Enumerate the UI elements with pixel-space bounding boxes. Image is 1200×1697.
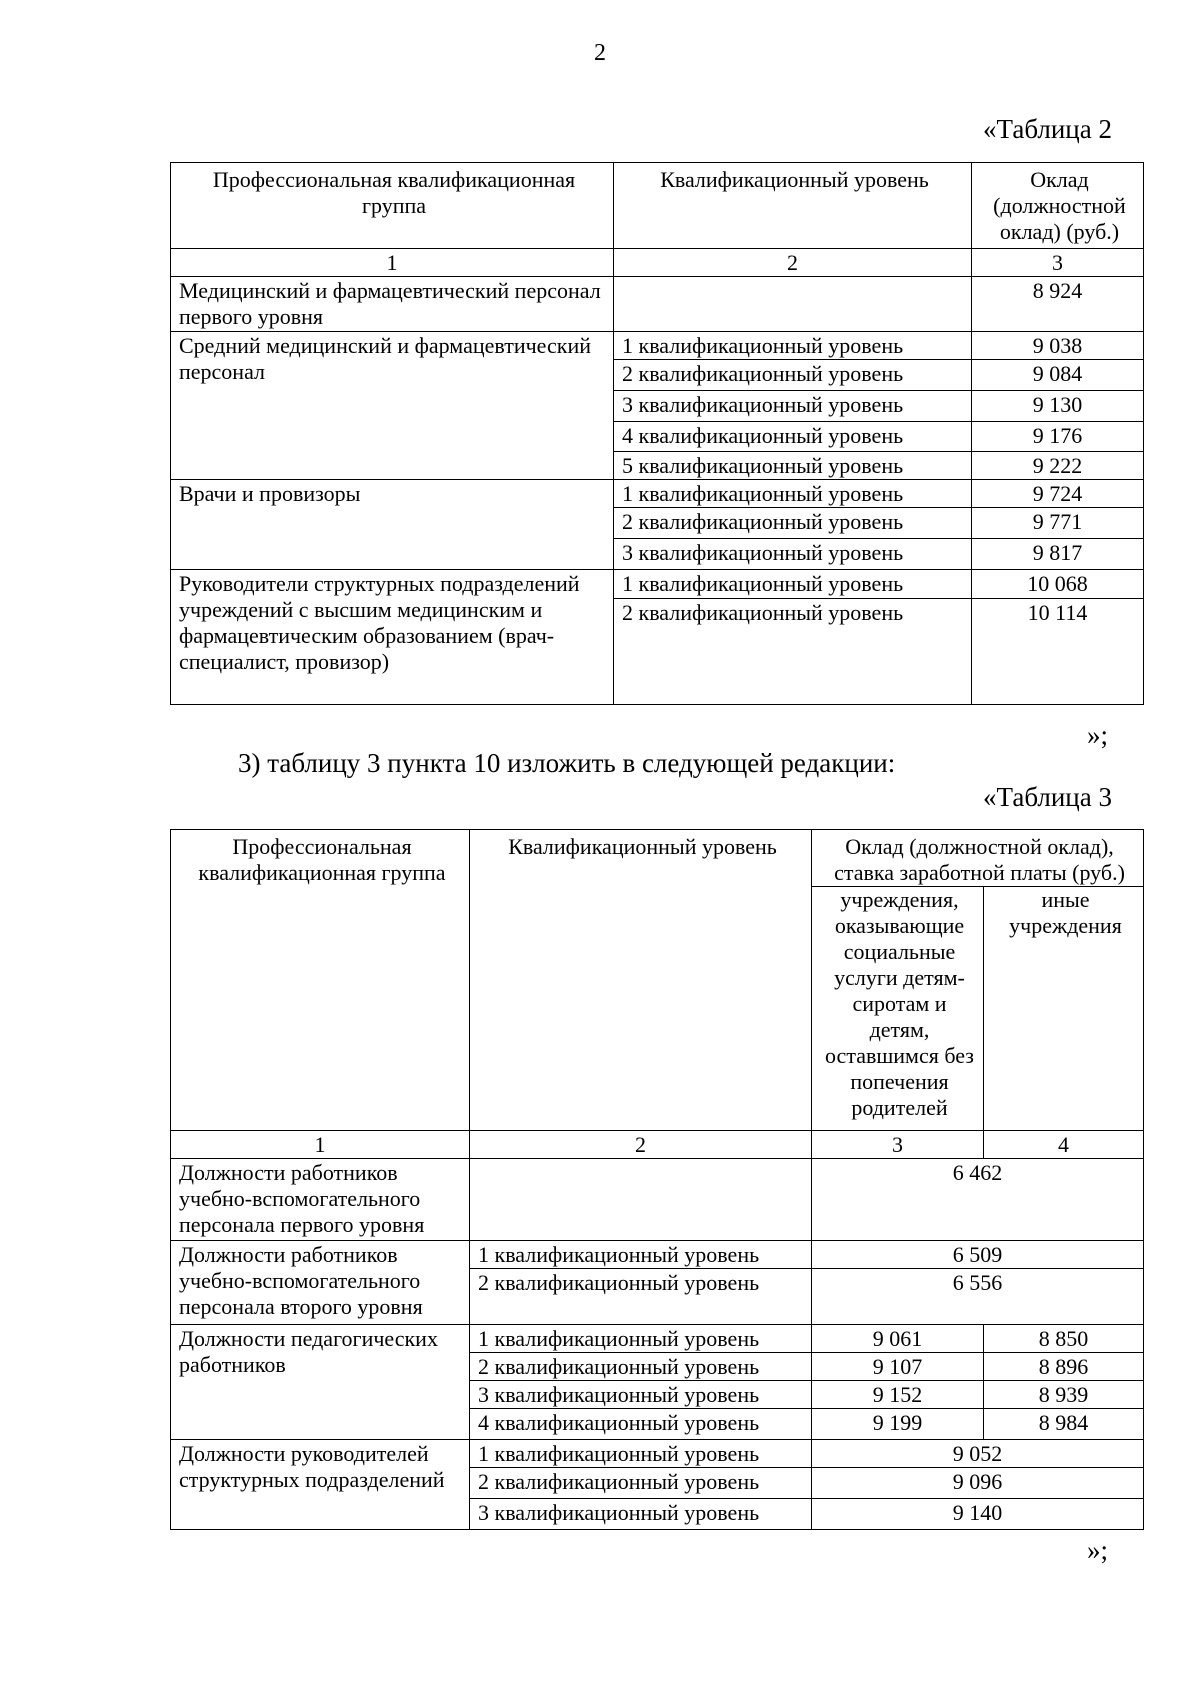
t2-salary: 9 130 (972, 391, 1144, 422)
t3-header-other-institutions: иные учреждения (984, 887, 1144, 1131)
t2-salary: 9 176 (972, 422, 1144, 452)
t3-salary: 6 462 (812, 1159, 1144, 1241)
t3-level: 3 квалификационный уровень (470, 1381, 812, 1409)
t3-salary-orphan: 9 152 (812, 1381, 984, 1409)
t3-level (470, 1159, 812, 1241)
t2-salary: 9 817 (972, 539, 1144, 570)
table-3 (170, 829, 1144, 1530)
t3-salary: 9 096 (812, 1468, 1144, 1499)
t2-level: 2 квалификационный уровень (614, 599, 972, 705)
t2-salary: 8 924 (972, 277, 1144, 332)
t3-group-name: Должности работников учебно-вспомогательного персонала второго уровня (171, 1241, 470, 1325)
t3-header-group: Профессиональная квалификационная группа (171, 830, 470, 1131)
t2-level: 3 квалификационный уровень (614, 539, 972, 570)
t3-level: 1 квалификационный уровень (470, 1325, 812, 1353)
t3-salary-orphan: 9 199 (812, 1409, 984, 1440)
t2-level: 4 квалификационный уровень (614, 422, 972, 452)
table3-caption: «Таблица 3 (983, 782, 1112, 812)
page-number: 2 (594, 40, 606, 66)
t2-salary: 10 114 (972, 599, 1144, 705)
table-2 (170, 162, 1144, 705)
t3-level: 1 квалификационный уровень (470, 1241, 812, 1269)
t2-level: 1 квалификационный уровень (614, 332, 972, 360)
t3-salary-orphan: 9 107 (812, 1353, 984, 1381)
t3-salary: 9 052 (812, 1440, 1144, 1468)
t2-salary: 9 771 (972, 508, 1144, 539)
instruction-text: 3) таблицу 3 пункта 10 изложить в следующей редакции: (238, 748, 896, 778)
t3-colnum-3: 3 (812, 1131, 984, 1159)
t3-level: 3 квалификационный уровень (470, 1499, 812, 1530)
t3-level: 1 квалификационный уровень (470, 1440, 812, 1468)
t2-header-level: Квалификационный уровень (614, 163, 972, 249)
t3-level: 2 квалификационный уровень (470, 1468, 812, 1499)
t3-level: 4 квалификационный уровень (470, 1409, 812, 1440)
t2-salary: 9 038 (972, 332, 1144, 360)
t2-salary: 9 724 (972, 480, 1144, 508)
t3-salary-other: 8 850 (984, 1325, 1144, 1353)
t3-group-name: Должности педагогических работников (171, 1325, 470, 1440)
t3-salary-other: 8 984 (984, 1409, 1144, 1440)
t2-salary: 9 222 (972, 452, 1144, 480)
t3-level: 2 квалификационный уровень (470, 1269, 812, 1325)
t2-level: 2 квалификационный уровень (614, 360, 972, 391)
t2-colnum-3: 3 (972, 249, 1144, 277)
t3-level: 2 квалификационный уровень (470, 1353, 812, 1381)
table2-caption: «Таблица 2 (983, 114, 1112, 144)
t3-header-orphan-institutions: учреждения, оказывающие социальные услуги детям-сиротам и детям, оставшимся без попечения родителей (812, 887, 984, 1131)
t3-colnum-2: 2 (470, 1131, 812, 1159)
t3-group-name: Должности работников учебно-вспомогательного персонала первого уровня (171, 1159, 470, 1241)
t2-header-group: Профессиональная квалификационная группа (171, 163, 614, 249)
table3-closing-quote: »; (1086, 1535, 1108, 1565)
t3-salary: 6 509 (812, 1241, 1144, 1269)
t3-header-salary: Оклад (должностной оклад), ставка заработной платы (руб.) (812, 830, 1144, 887)
t2-salary: 10 068 (972, 570, 1144, 599)
table2-closing-quote: »; (1086, 720, 1108, 750)
t3-colnum-4: 4 (984, 1131, 1144, 1159)
t2-colnum-2: 2 (614, 249, 972, 277)
t2-level: 5 квалификационный уровень (614, 452, 972, 480)
t2-colnum-1: 1 (171, 249, 614, 277)
t3-group-name: Должности руководителей структурных подразделений (171, 1440, 470, 1530)
t3-salary-other: 8 896 (984, 1353, 1144, 1381)
t3-header-level: Квалификационный уровень (470, 830, 812, 1131)
t2-group-name: Средний медицинский и фармацевтический персонал (171, 332, 614, 480)
t2-group-name: Врачи и провизоры (171, 480, 614, 570)
t3-salary: 6 556 (812, 1269, 1144, 1325)
t3-salary: 9 140 (812, 1499, 1144, 1530)
t2-group-name: Руководители структурных подразделений учреждений с высшим медицинским и фармацевтическим образованием (врач-специалист, провизор) (171, 570, 614, 705)
t3-salary-orphan: 9 061 (812, 1325, 984, 1353)
t2-header-salary: Оклад (должностной оклад) (руб.) (972, 163, 1144, 249)
t2-level: 1 квалификационный уровень (614, 480, 972, 508)
t2-group-name: Медицинский и фармацевтический персонал первого уровня (171, 277, 614, 332)
t3-colnum-1: 1 (171, 1131, 470, 1159)
t2-salary: 9 084 (972, 360, 1144, 391)
t2-level: 1 квалификационный уровень (614, 570, 972, 599)
t2-level (614, 277, 972, 332)
t2-level: 3 квалификационный уровень (614, 391, 972, 422)
t2-level: 2 квалификационный уровень (614, 508, 972, 539)
t3-salary-other: 8 939 (984, 1381, 1144, 1409)
